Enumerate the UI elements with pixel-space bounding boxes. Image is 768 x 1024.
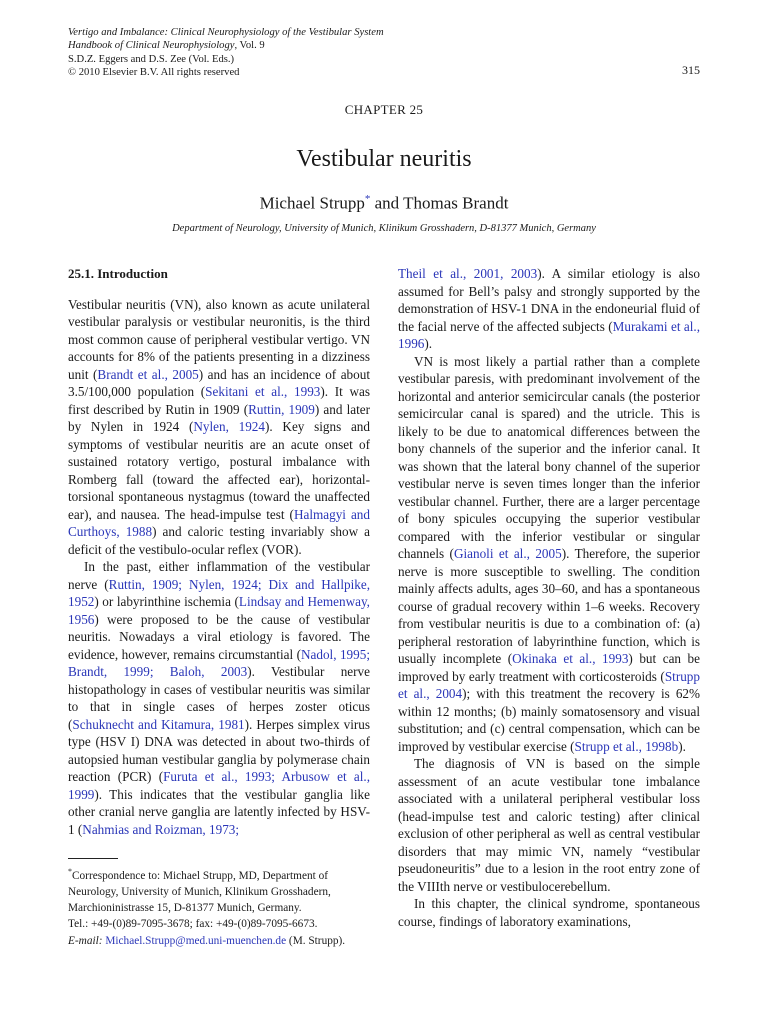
section-heading: 25.1. Introduction [68, 266, 168, 281]
body-text: ). [424, 336, 433, 351]
paragraph [398, 265, 700, 353]
body-text: In the past, either inflammation of the vestibular nerve ( [68, 559, 370, 592]
copyright: © 2010 Elsevier B.V. All rights reserved [68, 67, 240, 79]
footnote-text: Correspondence to: Michael Strupp, MD, Department of Neurology, University of Munich, Klinikum Grosshadern, Marchioninistrasse 15, D-81377 Munich, Germany. [68, 869, 331, 915]
citation-link[interactable]: Brandt et al., 2005 [97, 366, 199, 382]
body-text: ). [678, 738, 686, 754]
running-header [68, 26, 701, 80]
body-text: ). This indicates that the vestibular ganglia like other cranial nerve ganglia are latently infected by HSV-1 ( [68, 786, 370, 837]
citation-link[interactable]: Nahmias and Roizman, 1973; [82, 821, 240, 837]
footnote-phone: Tel.: +49-(0)89-7095-3678; fax: +49-(0)89-7095-6673. [68, 918, 318, 931]
footnote-mark: * [68, 867, 72, 876]
citation-link[interactable]: Ruttin, 1909; Nylen, 1924; Dix and Hallpike, 1952 [68, 576, 370, 609]
footnote-rule [68, 858, 118, 859]
correspondence-mark[interactable]: * [364, 193, 371, 205]
citation-link[interactable]: Strupp et al., 1998b [574, 738, 679, 754]
paragraph [68, 296, 370, 559]
series-line [68, 39, 701, 52]
body-text: Vestibular neuritis (VN), also known as acute unilateral vestibular paralysis or vestibular neuronitis, is the third most common cause of peripheral vestibular vertigo. VN accounts for 8% of the patients presenting in a dizziness unit ( [68, 296, 370, 382]
citation-link[interactable]: Strupp et al., 2004 [398, 668, 700, 701]
email-suffix: (M. Strupp). [286, 934, 346, 947]
citation-link[interactable]: Lindsay and Hemenway, 1956 [68, 594, 370, 627]
author-strupp: Michael Strupp [259, 193, 365, 213]
paragraph [398, 895, 700, 930]
email-link[interactable]: Michael.Strupp@med.uni-muenchen.de [105, 934, 287, 947]
affiliation: Department of Neurology, University of Munich, Klinikum Grosshadern, D-81377 Munich, Germany [172, 223, 596, 234]
body-text: ). Key signs and symptoms of vestibular neuritis are an acute onset of sustained rotatory vertigo, postural imbalance with Romberg fall (toward the affected ear), horizontal-torsional spontaneous nystagmus (toward the unaffected ear), and nausea. The head-impulse test ( [68, 419, 370, 522]
left-column [68, 265, 370, 838]
body-text: The diagnosis of VN is based on the simple assessment of an acute vestibular tone imbalance associated with a unilateral peripheral vestibular loss (head-impulse test and caloric testing) after clinical exclusion of other peripheral as well as central vestibular disorders that may mimic VN, namely “vestibular pseudoneuritis” due to a lesion in the root entry zone of the VIIIth nerve or vestibulocerebellum. [398, 756, 700, 894]
body-text: ) and caloric testing invariably show a deficit of the vestibulo-ocular reflex (VOR). [68, 524, 370, 557]
book-title: Vertigo and Imbalance: Clinical Neurophysiology of the Vestibular System [68, 27, 384, 38]
citation-link[interactable]: Theil et al., 2001, 2003 [398, 266, 538, 281]
citation-link[interactable]: Gianoli et al., 2005 [453, 546, 562, 561]
citation-link[interactable]: Halmagyi and Curthoys, 1988 [68, 506, 370, 539]
citation-link[interactable]: Murakami et al., 1996 [398, 318, 700, 351]
body-text: In this chapter, the clinical syndrome, spontaneous course, findings of laboratory examinations, [398, 896, 700, 929]
email-label: E-mail: [68, 934, 103, 947]
right-column [398, 265, 700, 930]
footnote [68, 864, 373, 949]
authors [0, 193, 768, 214]
article-title: Vestibular neuritis [296, 146, 472, 172]
series-title: Handbook of Clinical Neurophysiology [68, 40, 235, 52]
body-text: ) but can be improved by early treatment with corticosteroids ( [398, 651, 700, 684]
paragraph [68, 558, 370, 838]
body-text: VN is most likely a partial rather than a complete vestibular paresis, with predominant involvement of the horizontal and anterior semicircular canals (the posterior semicircular canal is spared) and the utricle. This is likely to be due to anatomical differences between the bony channels of the superior and the inferior canal. It was shown that the lateral bony channel of the superior vestibular nerve is seven times longer than the inferior vestibular channel. Further, there are a larger percentage of bony spicules occupying the superior vestibular compared with the inferior vestibular or singular channels ( [398, 353, 700, 561]
body-text: ) and later by Nylen in 1924 ( [68, 401, 370, 434]
citation-link[interactable]: Okinaka et al., 1993 [512, 651, 629, 666]
body-text: ). It was first described by Rutin in 1909 ( [68, 384, 370, 417]
author-brandt: Thomas Brandt [403, 193, 509, 213]
body-text: ). Vestibular nerve histopathology in cases of vestibular neuritis was similar to that in single cases of herpes zoster oticus ( [68, 664, 370, 732]
body-text: ) or labyrinthine ischemia ( [94, 594, 239, 609]
editors: S.D.Z. Eggers and D.S. Zee (Vol. Eds.) [68, 53, 235, 65]
citation-link[interactable]: Nylen, 1924 [193, 419, 265, 434]
body-text: ). Herpes simplex virus type (HSV I) DNA was detected in about two-thirds of autopsied human vestibular ganglia by polymerase chain reaction (PCR) ( [68, 716, 370, 784]
citation-link[interactable]: Furuta et al., 1993; Arbusow et al., 1999 [68, 769, 370, 802]
body-text: ); with this treatment the recovery is 62% within 12 months; (b) mainly somatosensory and visual substitution; and (c) central compensation, which can be improved by vestibular exercise ( [398, 686, 700, 754]
body-text: ). Therefore, the superior nerve is more susceptible to swelling. The condition mainly affects adults, ages 30–60, and has a spontaneous course of gradual recovery within 1–6 weeks. Recovery from vestibular neuritis is due to a combination of: (a) peripheral restoration of labyrinthine function, which is usually incomplete ( [398, 546, 700, 666]
paragraph [398, 353, 700, 756]
citation-link[interactable]: Sekitani et al., 1993 [205, 384, 321, 399]
body-text: ) and has an incidence of about 3.5/100,000 population ( [68, 366, 370, 399]
author-connector: and [370, 193, 404, 213]
volume: , Vol. 9 [234, 40, 265, 52]
citation-link[interactable]: Nadol, 1995; Brandt, 1999; Baloh, 2003 [68, 646, 370, 679]
body-text: ). A similar etiology is also assumed for Bell’s palsy and strongly supported by the demonstration of HSV-1 DNA in the endoneurial fluid of the facial nerve of the affected subjects ( [398, 266, 700, 334]
paragraph [398, 755, 700, 895]
body-text: ) were proposed to be the cause of vestibular neuritis. Nowadays a viral etiology is favored. The evidence, however, remains circumstantial ( [68, 611, 370, 662]
page-number: 315 [682, 63, 700, 77]
chapter-label: CHAPTER 25 [344, 102, 424, 117]
citation-link[interactable]: Schuknecht and Kitamura, 1981 [72, 716, 245, 732]
citation-link[interactable]: Ruttin, 1909 [248, 401, 315, 417]
